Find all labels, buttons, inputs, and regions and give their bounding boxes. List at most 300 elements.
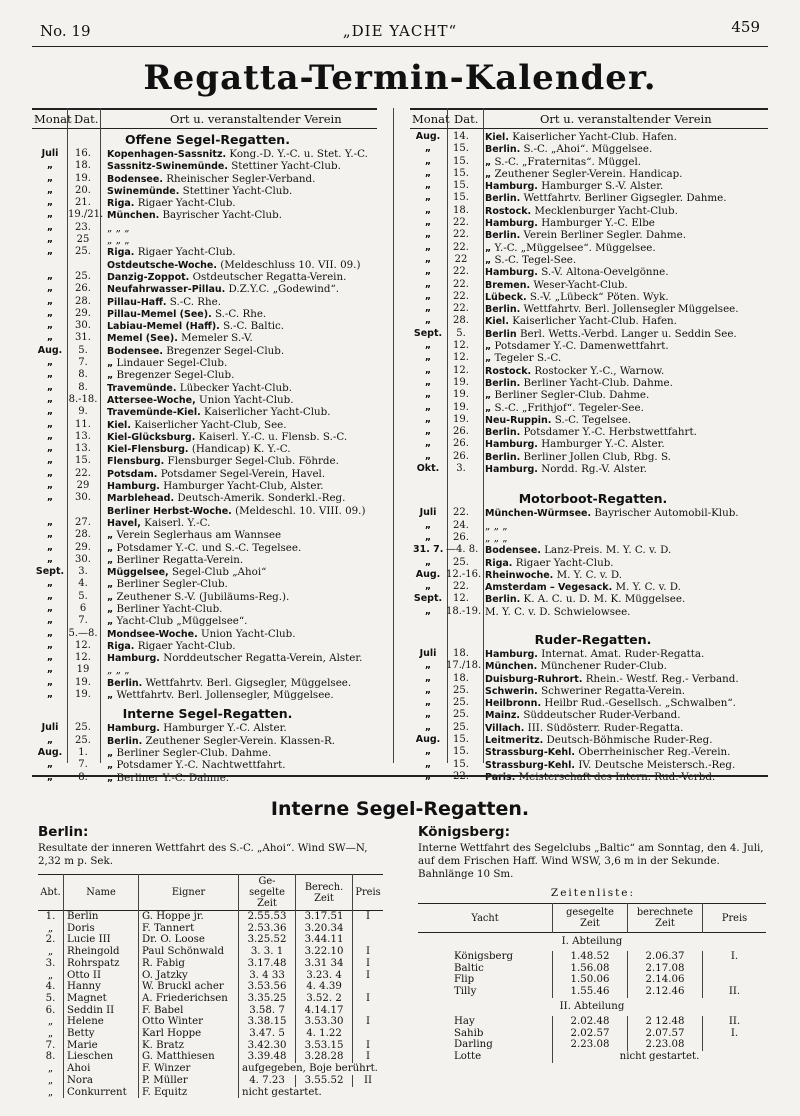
cell-yacht: Sahib [418, 1028, 553, 1040]
list-item [413, 217, 773, 229]
entry-venue [107, 185, 292, 198]
entry-club: Kaiserl. Y.-C. u. Flensb. S.-C. [198, 430, 348, 443]
entry-club: Berliner Yacht-Club. [116, 602, 223, 615]
entry-month: „ [46, 529, 54, 541]
list-item [35, 772, 380, 784]
entry-date: 8. [78, 369, 88, 381]
entry-date: 22. [453, 581, 469, 593]
entry-month: „ [46, 676, 54, 688]
cell-name: Rohrspatz [64, 958, 139, 970]
entry-club: Kaiserlicher Yacht-Club. Hafen. [512, 131, 677, 143]
cell-prize: I [365, 911, 371, 922]
entry-club: Norddeutscher Regatta-Verein, Alster. [163, 652, 363, 665]
entry-month: „ [424, 660, 432, 672]
list-item [35, 689, 380, 701]
entry-club: Stettiner Yacht-Club. [231, 160, 341, 173]
entry-city: Labiau-Memel (Haff). [107, 321, 220, 333]
cell-calc-time: 3.44.11 [296, 934, 353, 946]
entry-date: 25. [75, 270, 91, 282]
entry-date: 19. [453, 376, 469, 388]
entry-city: Kopenhagen-Sassnitz. [107, 149, 227, 160]
entry-month: „ [46, 541, 54, 553]
entry-date: 8. [78, 381, 88, 393]
cell-sailed-time: 1.56.08 [553, 963, 628, 975]
list-item [35, 652, 380, 664]
entry-month: Aug. [37, 344, 63, 356]
list-item [35, 747, 380, 759]
entry-city: Mondsee-Woche. [107, 628, 198, 640]
entry-city: Berlin. [485, 377, 521, 389]
cell-abt: „ [38, 946, 64, 958]
entry-club: Kaiserlicher Yacht-Club, See. [134, 418, 287, 431]
entry-venue [107, 480, 324, 493]
entry-club: K. A. C. u. D. M. K. Müggelsee. [523, 593, 686, 606]
list-item [35, 148, 380, 160]
entry-month: „ [424, 217, 432, 229]
sailing-list-continued [413, 131, 773, 475]
entry-club: Lindauer Segel-Club. [116, 357, 228, 370]
entry-venue [485, 131, 677, 144]
entry-date: 28. [453, 315, 469, 327]
cell-name: Ahoi [64, 1063, 139, 1075]
entry-city: Amsterdam – Vegesack. [485, 582, 613, 594]
entry-club: Rheinischer Segler-Verband. [166, 172, 316, 185]
entry-city: Leitmeritz. [485, 735, 544, 747]
cell-owner: Otto Winter [139, 1016, 239, 1028]
list-item [413, 340, 773, 352]
list-item [413, 254, 773, 266]
entry-venue [485, 315, 677, 328]
cell-name: Rheingold [64, 946, 139, 958]
entry-club: Bayrischer Yacht-Club. [162, 209, 283, 222]
cell-yacht: Darling [418, 1039, 553, 1051]
entry-date: 26. [453, 450, 469, 462]
section-title-open-sailing: Offene Segel-Regatten. [125, 132, 290, 147]
entry-date: 25. [75, 246, 91, 258]
entry-venue [107, 603, 222, 616]
cell-sailed-time: 3.35.25 [239, 993, 296, 1005]
list-item [413, 593, 773, 605]
entry-city: Hamburg. [107, 653, 160, 665]
entry-date: 11. [75, 418, 91, 430]
date-header: Dat. [454, 112, 479, 126]
list-item [413, 438, 773, 450]
koenigsberg-description: Interne Wettfahrt des Segelclubs „Baltic“ am Sonntag, den 4. Juli, auf dem Frischen Haff. Wind WSW, 3,6 m in der Sekunde. Bahnlänge 10 Sm. [418, 842, 764, 880]
cell-sailed-time: 3.38.15 [239, 1016, 296, 1028]
cell-prize [353, 934, 383, 946]
list-item [35, 677, 380, 689]
entry-club: Hamburger Y.-C. Alster. [541, 438, 665, 451]
entry-month: „ [46, 771, 54, 783]
cell-owner: F. Winzer [139, 1063, 239, 1075]
entry-venue [485, 660, 667, 673]
entry-club: M. Y. C. v. D. Schwielowsee. [485, 605, 631, 618]
col-prize: Preis [721, 912, 748, 924]
entry-club: Internat. Amat. Ruder-Regatta. [541, 647, 705, 660]
entry-date: 22. [453, 278, 469, 290]
entry-venue [485, 520, 508, 532]
entry-city: Duisburg-Ruhrort. [485, 673, 583, 685]
entry-club: S.-C. „Ahoi“. Müggelsee. [523, 143, 653, 156]
cell-prize: I. [730, 951, 739, 962]
cell-calc-time: 2.17.08 [628, 963, 703, 975]
cell-calc-time: 3.53.30 [296, 1016, 353, 1028]
cell-calc-time: 3.20.34 [296, 923, 353, 935]
entry-date: 19. [453, 401, 469, 413]
entry-venue [107, 591, 289, 604]
entry-club: Berliner Regatta-Verein. [116, 553, 244, 566]
cell-calc-time: 3.23. 4 [296, 970, 353, 982]
entry-venue [107, 529, 281, 542]
entry-city: Berlin. [107, 677, 143, 689]
entry-date: 28. [75, 529, 91, 541]
entry-city: Villach. [485, 722, 525, 734]
cell-sailed-time: 3.42.30 [239, 1040, 296, 1052]
entry-month: „ [424, 581, 432, 593]
entry-venue [107, 148, 368, 161]
entry-month: Aug. [415, 131, 441, 142]
cell-sailed-time: nicht gestartet. [242, 1086, 322, 1098]
list-item [35, 283, 380, 295]
entry-club: Y.-C. „Müggelsee“. Müggelsee. [494, 241, 656, 254]
entry-month: Juli [419, 647, 437, 659]
entry-venue [485, 507, 739, 520]
entry-venue [485, 192, 727, 205]
entry-date: 31. [75, 332, 91, 344]
entry-date: 12. [453, 352, 469, 364]
list-item [413, 544, 773, 556]
entry-club: Yacht-Club „Müggelsee“. [116, 615, 248, 628]
entry-club: Süddeutscher Ruder-Verband. [523, 709, 681, 722]
list-item [413, 402, 773, 414]
entry-month: „ [46, 320, 54, 332]
entry-date: 15. [453, 167, 469, 179]
entry-month: „ [46, 689, 54, 701]
cell-calc-time: 3.31 34 [296, 958, 353, 970]
list-item [35, 259, 380, 271]
entry-date: 23. [75, 221, 91, 233]
entry-club: IV. Deutsche Meistersch.-Reg. [578, 758, 736, 771]
entry-date: 8.-18. [68, 393, 98, 405]
entry-date: 22. [453, 217, 469, 229]
entry-date: 13. [75, 443, 91, 455]
table-row [418, 974, 766, 986]
list-item [35, 222, 380, 234]
entry-city: „ [107, 591, 114, 603]
list-item [413, 759, 773, 771]
entry-city: Riga. [107, 198, 135, 210]
entry-club: Rigaer Yacht-Club. [137, 639, 236, 652]
cell-abt: „ [38, 1087, 64, 1099]
column-rule [393, 108, 394, 763]
entry-date: 14. [453, 131, 469, 142]
entry-month: „ [424, 180, 432, 192]
cell-owner: G. Matthiesen [139, 1051, 239, 1063]
entry-venue [485, 340, 669, 353]
entry-city: München. [107, 210, 160, 222]
entry-venue [485, 426, 697, 439]
list-item [413, 734, 773, 746]
entry-date: 28. [75, 295, 91, 307]
entry-club: S.-C. Baltic. [223, 320, 285, 333]
entry-venue [107, 394, 294, 407]
entry-city: Swinemünde. [107, 185, 180, 197]
entry-club: S.-C. Rhe. [169, 295, 222, 308]
entry-city: Strassburg-Kehl. [485, 747, 576, 759]
cell-calc-time: 4. 1.22 [296, 1028, 353, 1040]
entry-venue [485, 648, 704, 661]
entry-city: München. [485, 661, 538, 673]
entry-club: Kaiserlicher Yacht-Club. [204, 406, 331, 419]
entry-month: „ [46, 615, 54, 627]
entry-club: Flensburger Segel-Club. Föhrde. [167, 455, 339, 468]
list-item [35, 566, 380, 578]
list-item [413, 242, 773, 254]
table-row [38, 1051, 383, 1063]
entry-club: Berliner Yacht-Club. Dahme. [523, 376, 673, 389]
venue-header: Ort u. veranstaltender Verein [540, 112, 712, 126]
entry-date: 26. [453, 531, 469, 543]
entry-city: „ [485, 353, 492, 365]
entry-city: Riga. [107, 247, 135, 259]
table-row [418, 1028, 766, 1040]
entry-date: 12. [453, 364, 469, 376]
list-item [35, 296, 380, 308]
entry-date: 12. [453, 340, 469, 352]
entry-club: Zeuthener S.-V. (Jubiläums-Reg.). [116, 590, 290, 603]
list-item [35, 160, 380, 172]
entry-date: 18. [75, 160, 91, 172]
entry-city: Bremen. [485, 279, 531, 291]
cell-calc-time: 3.55.52 [296, 1075, 353, 1087]
cell-yacht: Lotte [418, 1051, 553, 1063]
entry-month: „ [46, 652, 54, 664]
entry-date: 13. [75, 430, 91, 442]
entry-date: 15. [453, 758, 469, 770]
entry-venue [107, 652, 362, 665]
entry-date: —4. 8. [446, 544, 479, 556]
entry-venue [107, 345, 284, 358]
entry-venue [485, 229, 686, 242]
table-row [38, 993, 383, 1005]
entry-month: „ [424, 266, 432, 278]
entry-club: Bregenzer Segel-Club. [116, 369, 235, 382]
entry-venue [485, 709, 680, 722]
entry-date: 30. [75, 553, 91, 565]
entry-venue [107, 246, 236, 259]
entry-date: 4. [78, 578, 88, 590]
entry-venue [485, 168, 682, 181]
entry-date: 15. [453, 734, 469, 746]
entry-date: 22. [453, 770, 469, 782]
entry-venue [107, 677, 351, 690]
entry-date: 12. [453, 593, 469, 605]
cell-sailed-time: 2.23.08 [553, 1039, 628, 1051]
entry-venue [485, 673, 739, 686]
cell-calc-time: 2.14.06 [628, 974, 703, 986]
entry-venue [485, 291, 669, 304]
entry-city: Sassnitz-Swinemünde. [107, 161, 228, 173]
entry-club: Weser-Yacht-Club. [533, 278, 628, 291]
entry-city: Bodensee. [485, 545, 541, 557]
entry-club: „ „ „ [107, 234, 130, 247]
list-item [35, 759, 380, 771]
cell-sailed-time: 3. 4 33 [239, 970, 296, 982]
entry-city: Berliner Herbst-Woche. [107, 505, 232, 517]
entry-venue [107, 234, 130, 246]
cell-calc-time: 2.23.08 [628, 1039, 703, 1051]
list-item [413, 414, 773, 426]
entry-city: „ [107, 747, 114, 759]
entry-club: S.-C. „Frithjof“. Tegeler-See. [494, 401, 644, 414]
entry-month: „ [424, 229, 432, 241]
table-row [38, 970, 383, 982]
entry-city: „ [485, 168, 492, 180]
entry-month: „ [424, 426, 432, 438]
list-item [413, 685, 773, 697]
cell-owner: G. Hoppe jr. [139, 911, 239, 923]
entry-month: „ [46, 246, 54, 258]
entry-club: Tegeler S.-C. [494, 352, 562, 365]
entry-club: Stettiner Yacht-Club. [182, 184, 293, 197]
list-item [35, 505, 380, 517]
list-item [35, 517, 380, 529]
entry-month: Sept. [413, 327, 443, 339]
list-item [35, 492, 380, 504]
entry-date: 1. [78, 746, 88, 758]
entry-city: Hamburg. [485, 439, 538, 451]
entry-city: Potsdam. [107, 468, 158, 480]
entry-date: 25. [453, 721, 469, 733]
col-sailed-time: gesegelte Zeit [553, 904, 628, 933]
entry-date: 12. [75, 652, 91, 664]
entry-city: Mainz. [485, 710, 521, 722]
journal-title: „DIE YACHT“ [342, 22, 458, 40]
list-item [35, 246, 380, 258]
entry-club: Lanz-Preis. M. Y. C. v. D. [544, 544, 672, 557]
cell-sailed-time: nicht gestartet. [619, 1050, 700, 1062]
list-item [35, 419, 380, 431]
entry-city: Berlin [485, 328, 517, 340]
entry-date: 5.—8. [68, 627, 98, 639]
entry-venue [107, 578, 228, 591]
entry-month: „ [424, 709, 432, 721]
entry-month: „ [424, 672, 432, 684]
entry-city: Hamburg. [485, 267, 538, 279]
entry-club: Potsdamer Y.-C. Herbstwettfahrt. [523, 426, 697, 439]
entry-month: „ [46, 381, 54, 393]
list-item [35, 480, 380, 492]
entry-club: Potsdamer Y.-C. Nachtwettfahrt. [116, 759, 286, 772]
cell-owner: K. Bratz [139, 1040, 239, 1052]
cell-sailed-time: 3. 3. 1 [239, 946, 296, 958]
entry-month: „ [424, 758, 432, 770]
list-item [413, 722, 773, 734]
entry-date: 17./18. [446, 660, 482, 672]
entry-date: 29. [75, 307, 91, 319]
entry-month: Sept. [413, 593, 443, 605]
entry-month: „ [46, 759, 54, 771]
entry-venue [107, 320, 284, 333]
entry-venue [485, 389, 649, 402]
list-item [413, 673, 773, 685]
entry-city: Danzig-Zoppot. [107, 271, 190, 283]
table-row [38, 1005, 383, 1017]
cell-abt: „ [38, 970, 64, 982]
cell-calc-time: 4.14.17 [296, 1005, 353, 1017]
list-item [35, 468, 380, 480]
entry-city: Hamburg. [485, 464, 538, 476]
entry-month: „ [46, 480, 54, 492]
list-item [413, 266, 773, 278]
entry-venue [485, 414, 631, 427]
entry-city: „ [485, 254, 492, 266]
entry-city: Kiel. [485, 316, 509, 328]
cell-calc-time: 2.12.46 [628, 986, 703, 998]
cell-abt: 7. [38, 1040, 64, 1052]
entry-city: Hamburg. [107, 723, 160, 735]
entry-club: Rhein.- Westf. Reg.- Verband. [585, 672, 739, 685]
entry-month: „ [424, 204, 432, 216]
entry-month: „ [424, 450, 432, 462]
entry-city: Berlin. [485, 451, 521, 463]
list-item [413, 660, 773, 672]
cell-abt: „ [38, 1016, 64, 1028]
entry-venue [107, 517, 210, 530]
list-item [413, 143, 773, 155]
entry-date: 30. [75, 320, 91, 332]
list-item [35, 628, 380, 640]
entry-month: „ [424, 290, 432, 302]
cell-sailed-time: 3.58. 7 [239, 1005, 296, 1017]
entry-club: Hamburger Yacht-Club, Alster. [163, 480, 324, 493]
list-item [35, 382, 380, 394]
table-row [38, 958, 383, 970]
list-item [413, 315, 773, 327]
cell-prize [353, 1028, 383, 1040]
section-title-rowing: Ruder-Regatten. [534, 631, 652, 647]
entry-city: Müggelsee, [107, 567, 169, 579]
entry-club: Segel-Club „Ahoi“ [171, 566, 267, 579]
entry-date: 21. [75, 197, 91, 209]
entry-city: „ [485, 341, 492, 353]
entry-city: Neu-Ruppin. [485, 414, 552, 426]
entry-venue [107, 160, 341, 173]
entry-month: „ [424, 605, 432, 617]
entry-month: „ [424, 746, 432, 758]
date-header: Dat. [74, 112, 99, 126]
entry-city: Ostdeutsche-Woche. [107, 259, 217, 271]
entry-month: „ [424, 167, 432, 179]
page-number: 459 [731, 18, 760, 36]
list-item [413, 520, 773, 532]
entry-venue [485, 557, 614, 570]
entry-club: Meisterschaft des Intern. Rud.-Verbd. [518, 770, 716, 783]
entry-month: „ [46, 639, 54, 651]
entry-venue [107, 431, 347, 444]
entry-venue [485, 697, 736, 710]
entry-venue [485, 759, 735, 772]
entry-venue [485, 569, 622, 582]
entry-club: S.-C. Tegel-See. [494, 253, 577, 266]
table-row [418, 963, 766, 975]
entry-club: Wettfahrtv. Berl. Jollensegler Müggelsee. [523, 303, 739, 316]
entry-city: Marblehead. [107, 493, 175, 505]
entry-date: 29. [75, 541, 91, 553]
entry-month: „ [424, 389, 432, 401]
entry-club: Berliner Segler-Club. Dahme. [116, 746, 272, 759]
cell-sailed-time: 2.02.48 [553, 1016, 628, 1028]
